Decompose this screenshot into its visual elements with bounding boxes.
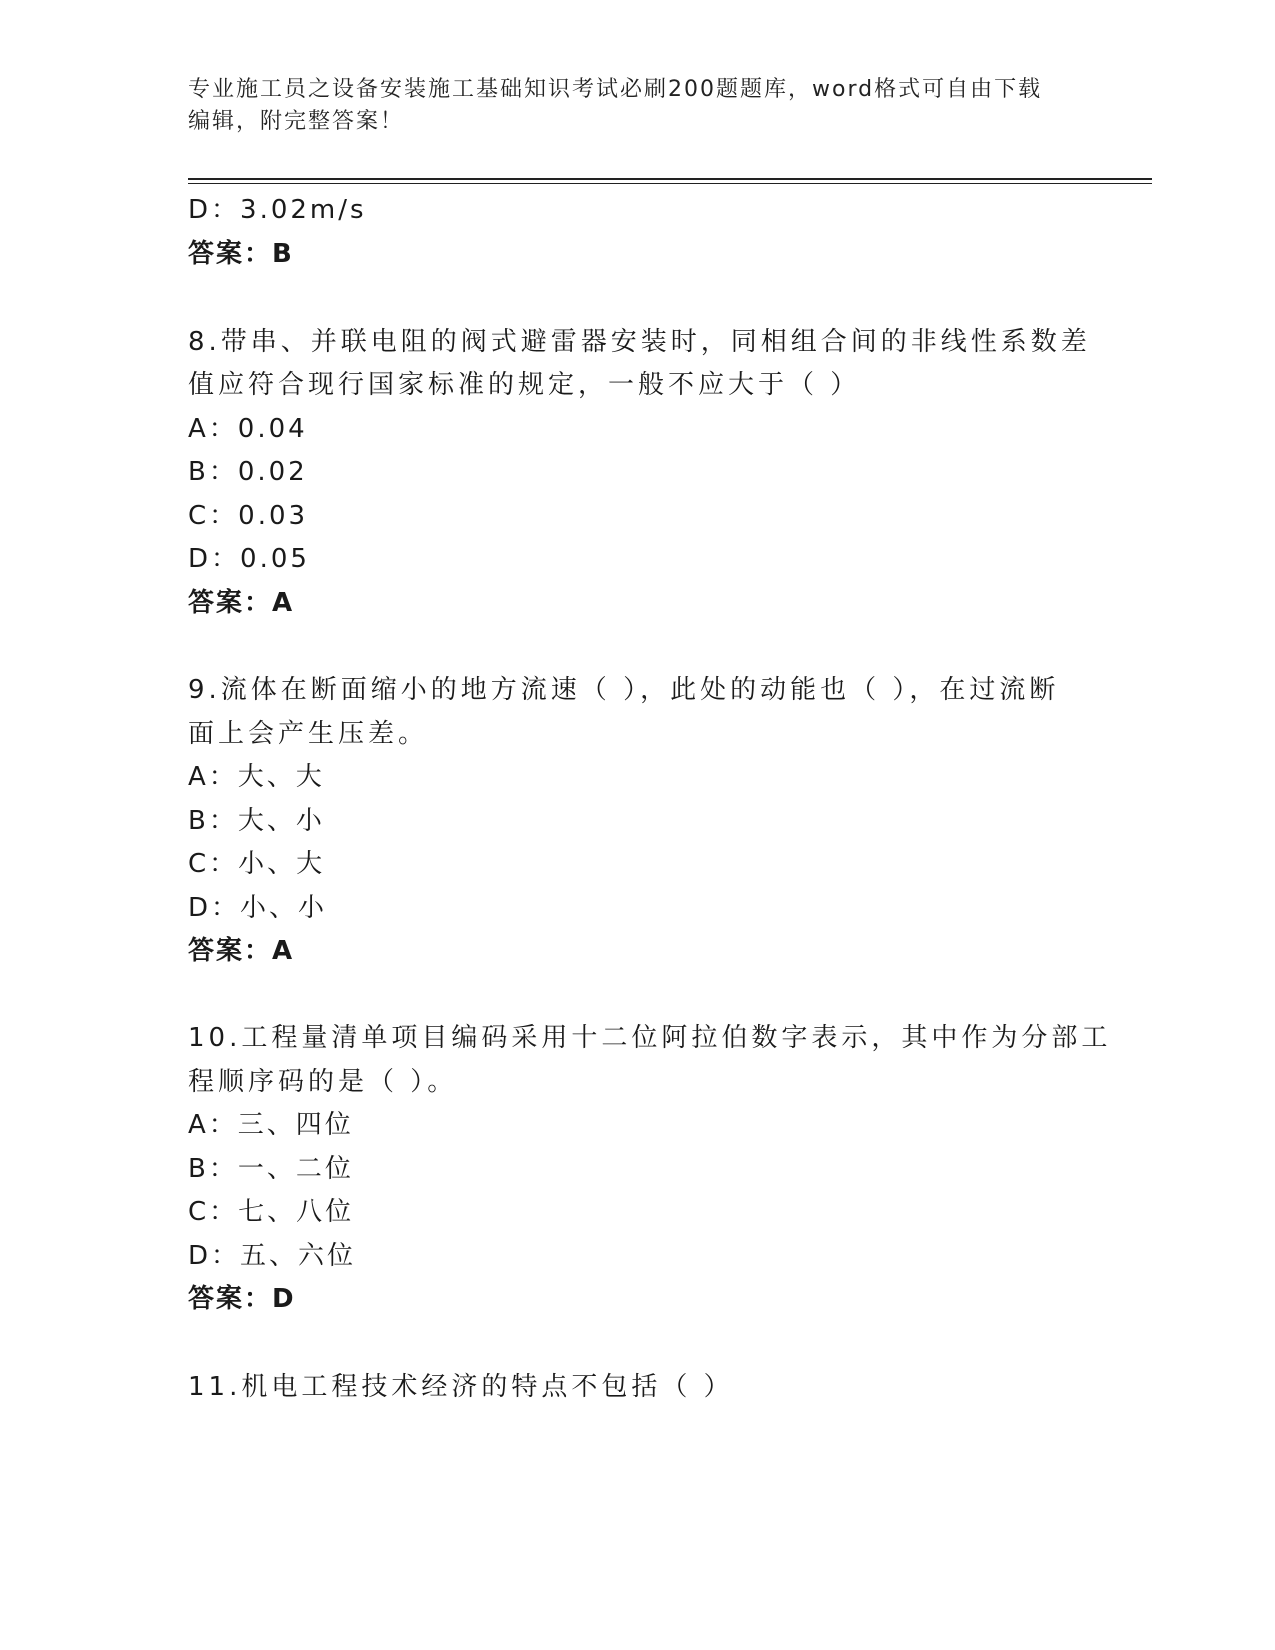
- header-line-2: 编辑，附完整答案！: [188, 109, 405, 134]
- prev-answer: 答案：B: [188, 239, 294, 269]
- q10-option-c: C：七、八位: [188, 1197, 355, 1227]
- q9-stem-line-2: 面上会产生压差。: [188, 719, 429, 749]
- q8-stem-line-2: 值应符合现行国家标准的规定，一般不应大于（ ）: [188, 370, 861, 400]
- prev-option-d: D：3.02m/s: [188, 195, 367, 225]
- header-line-1: 专业施工员之设备安装施工基础知识考试必刷200题题库，word格式可自由下载: [188, 77, 1043, 102]
- q8-option-c: C：0.03: [188, 501, 309, 531]
- document-header: [188, 74, 1088, 138]
- q10-option-b: B：一、二位: [188, 1154, 354, 1184]
- q9-option-d: D：小、小: [188, 893, 328, 923]
- q8-option-d: D：0.05: [188, 544, 310, 574]
- q10-stem-line-2: 程顺序码的是（ ）。: [188, 1067, 458, 1097]
- q9-option-c: C：小、大: [188, 849, 326, 879]
- q8-answer: 答案：A: [188, 588, 295, 618]
- q11-stem-line-1: 11.机电工程技术经济的特点不包括（ ）: [188, 1372, 734, 1402]
- q10-option-a: A：三、四位: [188, 1110, 354, 1140]
- header-divider-thin: [188, 183, 1152, 184]
- q8-stem-line-1: 8.带串、并联电阻的阀式避雷器安装时，同相组合间的非线性系数差: [188, 327, 1091, 357]
- q9-option-b: B：大、小: [188, 806, 325, 836]
- q10-option-d: D：五、六位: [188, 1241, 357, 1271]
- q9-option-a: A：大、大: [188, 762, 325, 792]
- q9-answer: 答案：A: [188, 936, 295, 966]
- q8-option-a: A：0.04: [188, 414, 308, 444]
- q9-stem-line-1: 9.流体在断面缩小的地方流速（ ），此处的动能也（ ），在过流断: [188, 675, 1060, 705]
- header-divider-thick: [188, 178, 1152, 180]
- q10-answer: 答案：D: [188, 1284, 296, 1314]
- q8-option-b: B：0.02: [188, 457, 308, 487]
- q10-stem-line-1: 10.工程量清单项目编码采用十二位阿拉伯数字表示，其中作为分部工: [188, 1023, 1112, 1053]
